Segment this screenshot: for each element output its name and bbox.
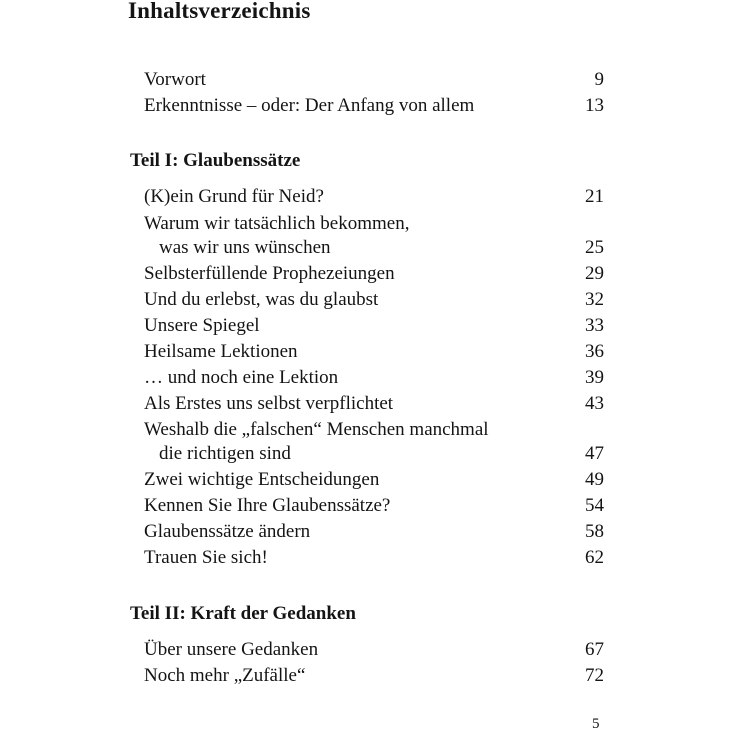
- toc-entry-page: 9: [594, 69, 604, 90]
- toc-entry-text: … und noch eine Lektion: [144, 367, 339, 388]
- toc-entry-page: 21: [585, 186, 604, 207]
- toc-entry-text: Unsere Spiegel: [144, 315, 260, 336]
- toc-entry-text: Noch mehr „Zufälle“: [144, 665, 306, 686]
- toc-entry-page: 62: [585, 547, 604, 568]
- page-number: 5: [592, 716, 600, 732]
- toc-entry-page: 32: [585, 289, 604, 310]
- toc-entry-page: 29: [585, 263, 604, 284]
- section-heading-part2: Teil II: Kraft der Gedanken: [130, 603, 356, 624]
- toc-entry-page: 36: [585, 341, 604, 362]
- toc-entry-page: 39: [585, 367, 604, 388]
- toc-entry-page: 33: [585, 315, 604, 336]
- toc-entry-text: Warum wir tatsächlich bekommen,: [144, 213, 410, 234]
- toc-entry-page: 47: [585, 443, 604, 464]
- toc-entry-text: Erkenntnisse – oder: Der Anfang von allem: [144, 95, 475, 116]
- toc-entry-text: Über unsere Gedanken: [144, 639, 319, 660]
- toc-entry-page: 43: [585, 393, 604, 414]
- section-heading-part1: Teil I: Glaubenssätze: [130, 150, 301, 171]
- toc-entry-page: 49: [585, 469, 604, 490]
- toc-entry-page: 25: [585, 237, 604, 258]
- page-title: Inhaltsverzeichnis: [128, 0, 311, 23]
- toc-entry-text: Als Erstes uns selbst verpflichtet: [144, 393, 394, 414]
- toc-entry-text: Vorwort: [144, 69, 206, 90]
- toc-entry-page: 13: [585, 95, 604, 116]
- toc-entry-page: 72: [585, 665, 604, 686]
- toc-entry-text: Kennen Sie Ihre Glaubenssätze?: [144, 495, 391, 516]
- toc-entry-text: Zwei wichtige Entscheidungen: [144, 469, 380, 490]
- toc-entry-text: (K)ein Grund für Neid?: [144, 186, 324, 207]
- toc-entry-text: Weshalb die „falschen“ Menschen manchmal: [144, 419, 489, 440]
- toc-entry-text: Trauen Sie sich!: [144, 547, 268, 568]
- toc-entry-page: 54: [585, 495, 604, 516]
- toc-entry-text-continued: was wir uns wünschen: [159, 237, 331, 258]
- toc-entry-page: 58: [585, 521, 604, 542]
- toc-entry-text: Und du erlebst, was du glaubst: [144, 289, 379, 310]
- toc-entry-text-continued: die richtigen sind: [159, 443, 291, 464]
- toc-entry-text: Heilsame Lektionen: [144, 341, 298, 362]
- toc-entry-page: 67: [585, 639, 604, 660]
- toc-entry-text: Glaubenssätze ändern: [144, 521, 311, 542]
- toc-entry-text: Selbsterfüllende Prophezeiungen: [144, 263, 395, 284]
